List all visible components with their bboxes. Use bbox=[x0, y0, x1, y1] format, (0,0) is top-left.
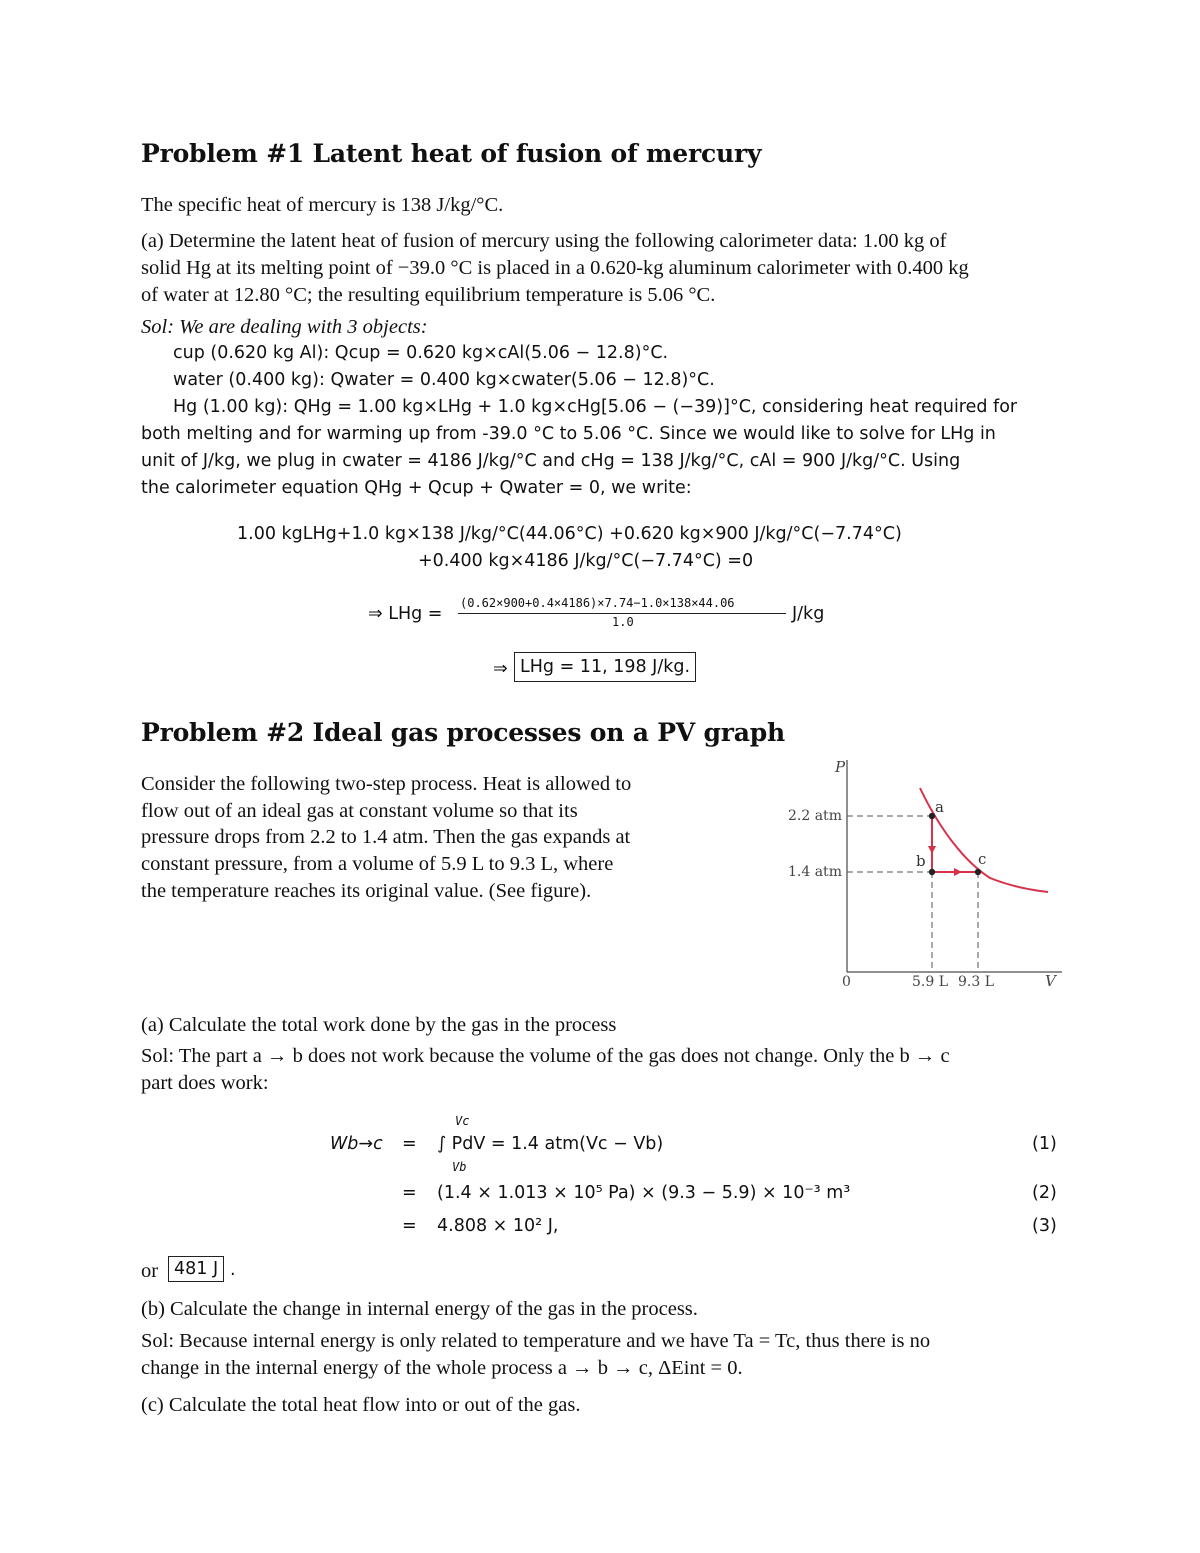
p1-hg-line4: the calorimeter equation QHg + Qcup + Qwater = 0, we write: bbox=[141, 478, 692, 498]
p1-fraction-bar bbox=[458, 613, 786, 614]
p1-specific-heat: The specific heat of mercury is 138 J/kg/°C. bbox=[141, 194, 504, 216]
p-axis-label: P bbox=[835, 758, 846, 776]
work-result-period: . bbox=[230, 1260, 236, 1280]
p1-result-arrow: ⇒ bbox=[493, 659, 508, 679]
origin-label: 0 bbox=[842, 974, 851, 990]
p2-solution-b-line2: change in the internal energy of the whole process a → b → c, ΔEint = 0. bbox=[141, 1357, 743, 1379]
p1-equation3-denominator: 1.0 bbox=[612, 615, 634, 629]
work-equation-2: (1.4 × 1.013 × 10⁵ Pa) × (9.3 − 5.9) × 10⁻³ m³ bbox=[437, 1183, 851, 1203]
p1-water-line: water (0.400 kg): Qwater = 0.400 kg×cwater(5.06 − 12.8)°C. bbox=[173, 370, 715, 390]
p2-part-c: (c) Calculate the total heat flow into or out of the gas. bbox=[141, 1394, 581, 1416]
p1-hg-line2: both melting and for warming up from -39.0 °C to 5.06 °C. Since we would like to solve for LHg in bbox=[141, 424, 996, 444]
p2-solution-b-line1: Sol: Because internal energy is only related to temperature and we have Ta = Tc, thus there is no bbox=[141, 1330, 931, 1352]
point-b-dot bbox=[929, 869, 935, 875]
or-text: or bbox=[141, 1260, 159, 1282]
problem1-heading: Problem #1 Latent heat of fusion of mercury bbox=[141, 139, 762, 168]
integral-lower-limit: Vb bbox=[452, 1160, 467, 1174]
eq-sign-2: = bbox=[402, 1183, 417, 1203]
p1-part-a-line3: of water at 12.80 °C; the resulting equilibrium temperature is 5.06 °C. bbox=[141, 284, 716, 306]
p2-solution-a-line1: Sol: The part a → b does not work because the volume of the gas does not change. Only the b → c bbox=[141, 1045, 950, 1067]
p2-intro-line3: pressure drops from 2.2 to 1.4 atm. Then the gas expands at bbox=[141, 826, 631, 848]
eq-number-1: (1) bbox=[1032, 1134, 1057, 1154]
problem2-heading: Problem #2 Ideal gas processes on a PV graph bbox=[141, 718, 786, 747]
p2-part-a: (a) Calculate the total work done by the gas in the process bbox=[141, 1014, 617, 1036]
p1-part-a-line2: solid Hg at its melting point of −39.0 °C is placed in a 0.620-kg aluminum calorimeter with 0.400 kg bbox=[141, 257, 969, 279]
p1-hg-line3: unit of J/kg, we plug in cwater = 4186 J/kg/°C and cHg = 138 J/kg/°C, cAl = 900 J/kg/°C. Using bbox=[141, 451, 961, 471]
work-equation-3: 4.808 × 10² J, bbox=[437, 1216, 559, 1236]
p1-equation-line1: 1.00 kgLHg+1.0 kg×138 J/kg/°C(44.06°C) +0.620 kg×900 J/kg/°C(−7.74°C) bbox=[237, 524, 902, 544]
eq-number-3: (3) bbox=[1032, 1216, 1057, 1236]
p1-equation3-lhs: ⇒ LHg = bbox=[368, 604, 443, 624]
p-tick-low: 1.4 atm bbox=[788, 864, 842, 880]
eq-sign-3: = bbox=[402, 1216, 417, 1236]
pv-diagram bbox=[780, 750, 1080, 1000]
point-a-label: a bbox=[935, 798, 944, 816]
work-equation-1: ∫ PdV = 1.4 atm(Vc − Vb) bbox=[437, 1134, 664, 1154]
point-c-dot bbox=[975, 869, 981, 875]
p2-intro-line2: flow out of an ideal gas at constant volume so that its bbox=[141, 800, 578, 822]
p1-equation3-numerator: (0.62×900+0.4×4186)×7.74−1.0×138×44.06 bbox=[460, 596, 735, 610]
v-axis-label: V bbox=[1045, 972, 1056, 990]
p2-solution-a-line2: part does work: bbox=[141, 1072, 269, 1094]
p1-cup-line: cup (0.620 kg Al): Qcup = 0.620 kg×cAl(5.06 − 12.8)°C. bbox=[173, 343, 669, 363]
eq-sign-1: = bbox=[402, 1134, 417, 1154]
v-tick-c: 9.3 L bbox=[958, 974, 995, 990]
eq-number-2: (2) bbox=[1032, 1183, 1057, 1203]
integral-upper-limit: Vc bbox=[455, 1114, 470, 1128]
p1-equation3-unit: J/kg bbox=[792, 604, 825, 624]
p1-result-box: LHg = 11, 198 J/kg. bbox=[514, 652, 696, 682]
p2-part-b: (b) Calculate the change in internal energy of the gas in the process. bbox=[141, 1298, 698, 1320]
p1-part-a-line1: (a) Determine the latent heat of fusion of mercury using the following calorimeter data: 1.00 kg of bbox=[141, 230, 947, 252]
ab-arrow-icon bbox=[928, 846, 936, 854]
p2-intro-line1: Consider the following two-step process. Heat is allowed to bbox=[141, 773, 632, 795]
p-tick-high: 2.2 atm bbox=[788, 808, 842, 824]
point-c-label: c bbox=[978, 850, 987, 868]
p1-hg-line1: Hg (1.00 kg): QHg = 1.00 kg×LHg + 1.0 kg×cHg[5.06 − (−39)]°C, considering heat required for bbox=[173, 397, 1018, 417]
point-b-label: b bbox=[916, 852, 926, 870]
work-result-box: 481 J bbox=[168, 1256, 224, 1282]
p1-equation-line2: +0.400 kg×4186 J/kg/°C(−7.74°C) =0 bbox=[418, 551, 754, 571]
p2-intro-line4: constant pressure, from a volume of 5.9 L to 9.3 L, where bbox=[141, 853, 614, 875]
work-lhs: Wb→c bbox=[330, 1134, 383, 1154]
v-tick-b: 5.9 L bbox=[912, 974, 949, 990]
bc-arrow-icon bbox=[954, 868, 962, 876]
p1-solution-intro: Sol: We are dealing with 3 objects: bbox=[141, 316, 428, 338]
p2-intro-line5: the temperature reaches its original value. (See figure). bbox=[141, 880, 592, 902]
